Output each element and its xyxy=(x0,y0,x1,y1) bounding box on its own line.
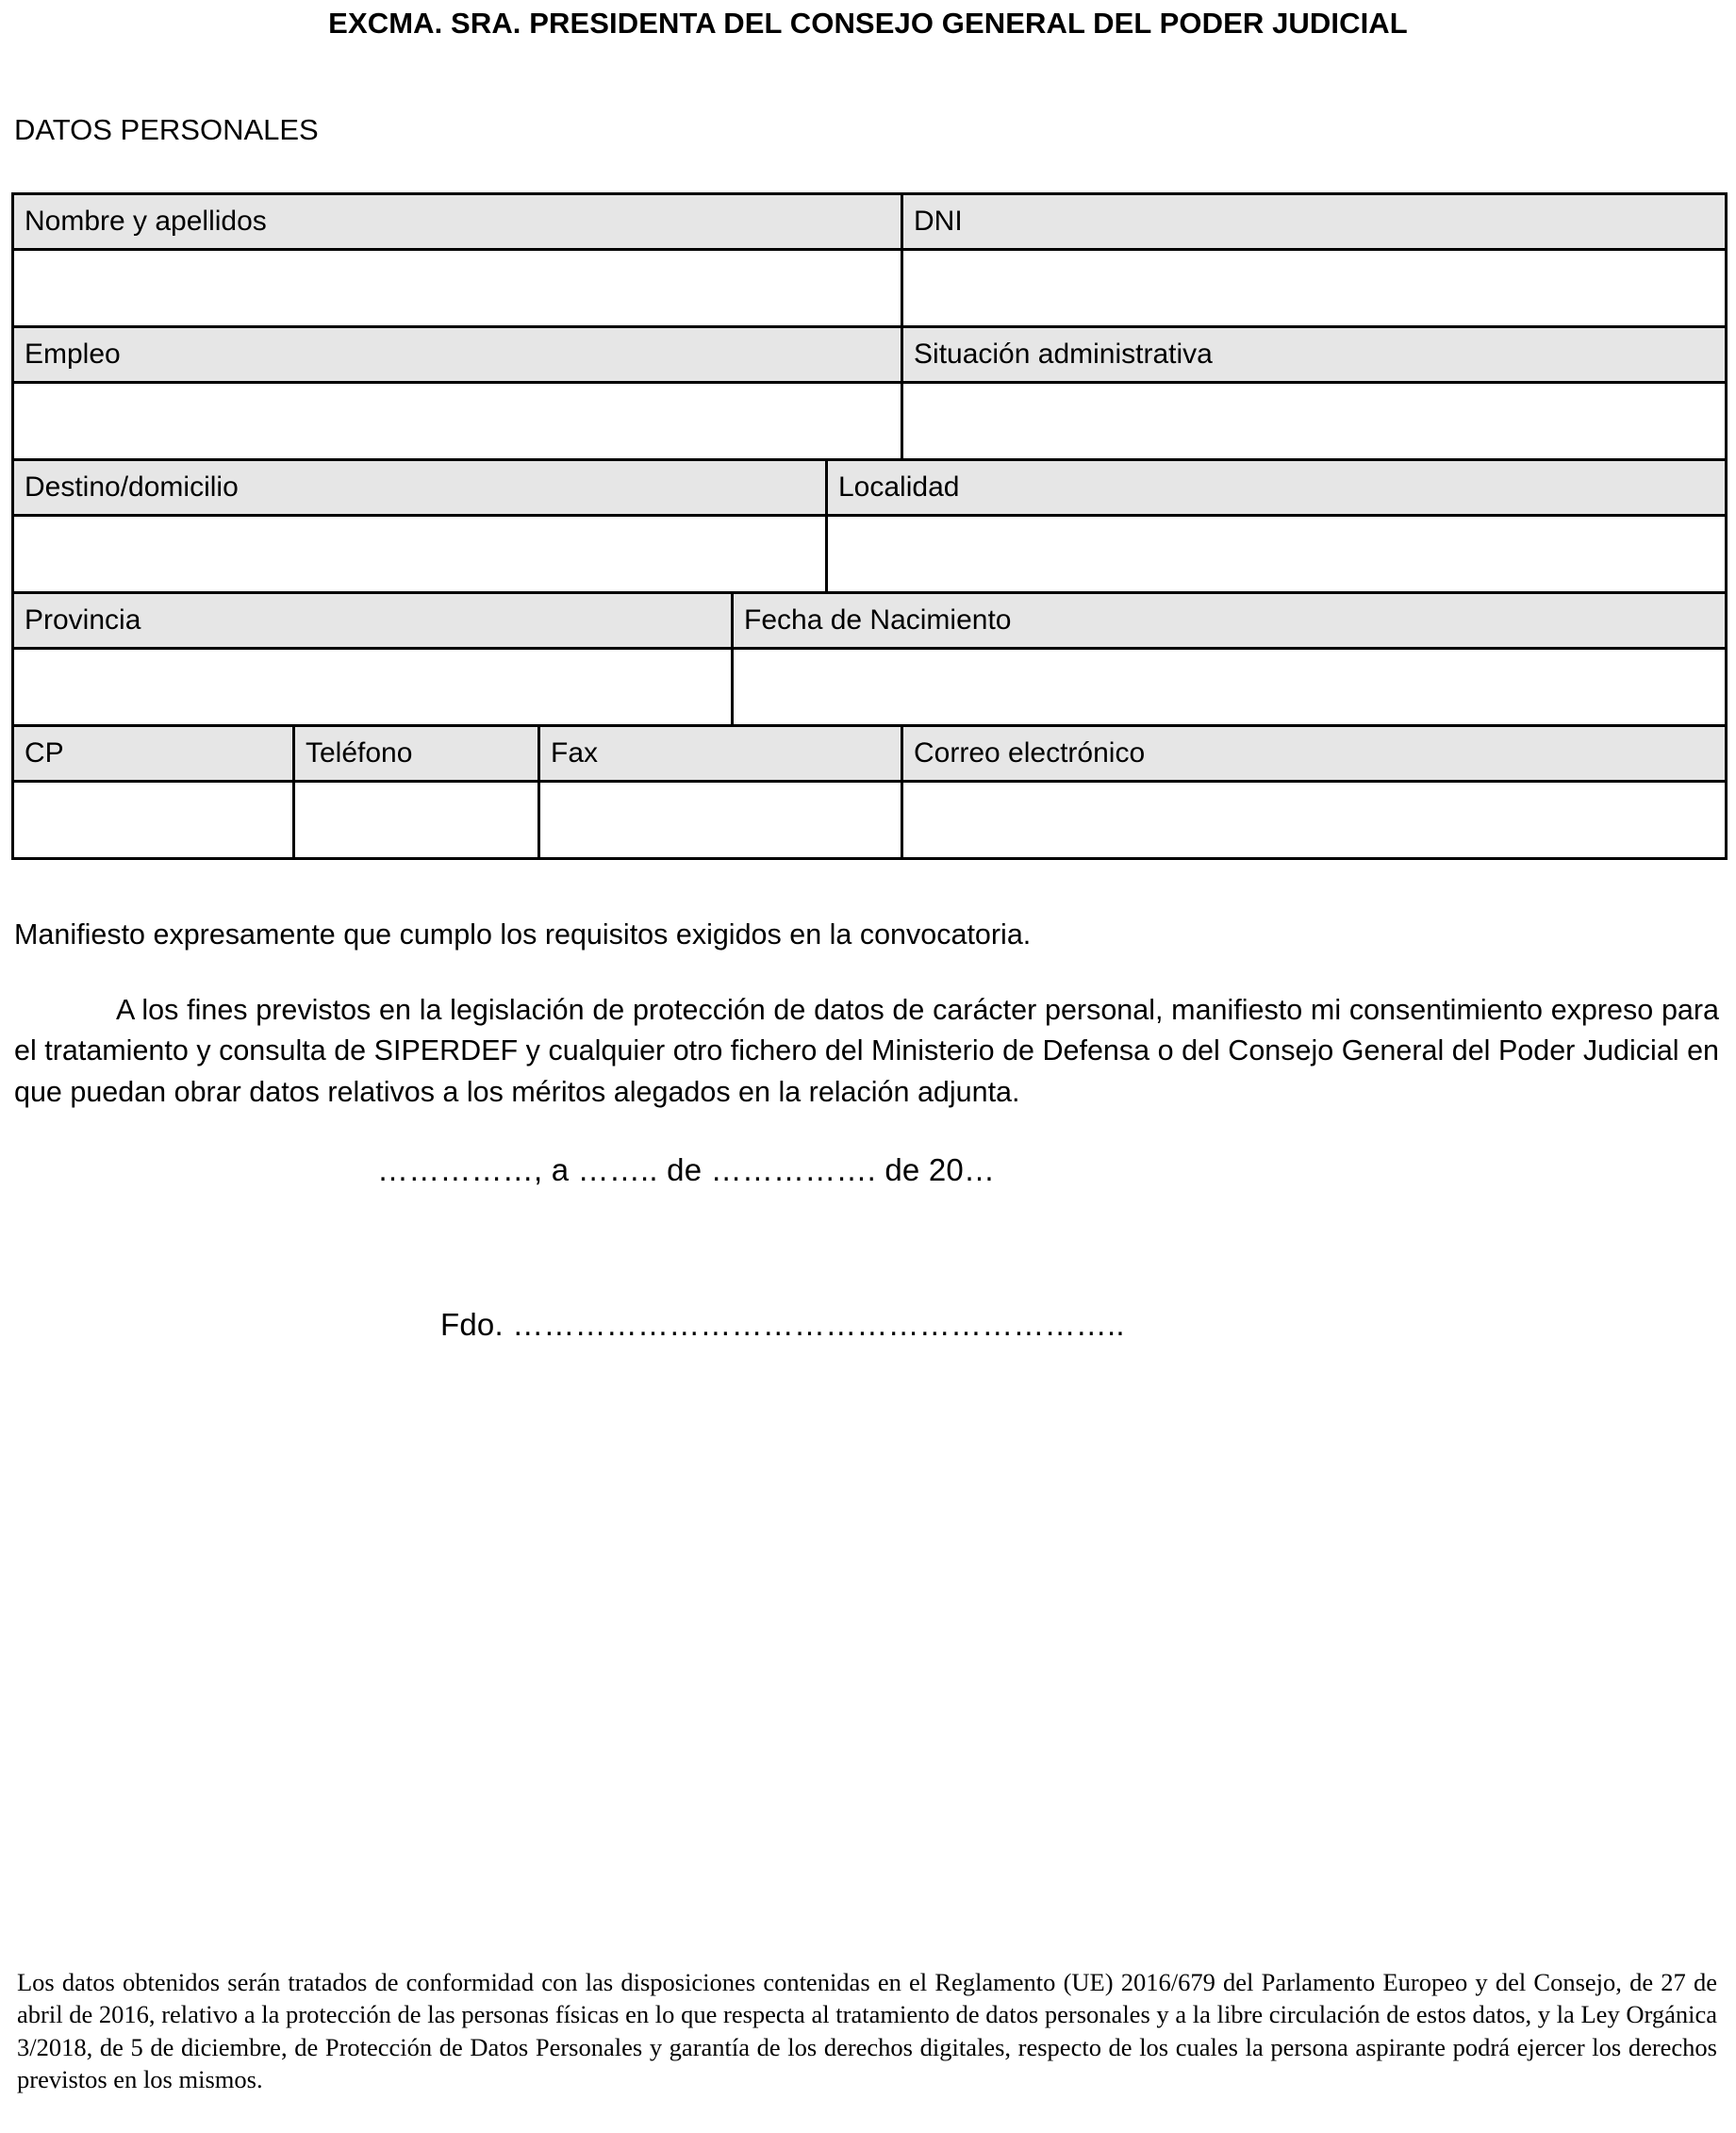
field-empleo[interactable] xyxy=(13,382,902,459)
table-row-nombre-labels xyxy=(13,193,1727,249)
field-dni[interactable] xyxy=(902,249,1727,326)
field-correo-electronico[interactable] xyxy=(902,781,1727,858)
body-text-block xyxy=(11,915,1725,1113)
label-cp: CP xyxy=(13,725,294,781)
label-provincia: Provincia xyxy=(13,592,733,648)
label-nombre-y-apellidos: Nombre y apellidos xyxy=(13,193,902,249)
field-nombre-y-apellidos[interactable] xyxy=(13,249,902,326)
label-dni: DNI xyxy=(902,193,1727,249)
footer-legal-notice: Los datos obtenidos serán tratados de conformidad con las disposiciones contenidas en el Reglamento (UE) 2016/679 del Parlamento Europeo y del Consejo, de 27 de abril de 2016, relativo a la protección de las personas físicas en lo que respecta al tratamiento de datos personales y a la libre circulación de estos datos, y la Ley Orgánica 3/2018, de 5 de diciembre, de Protección de Datos Personales y garantía de los derechos digitales, respecto de los cuales la persona aspirante podrá ejercer los derechos previstos en los mismos. xyxy=(17,1968,1717,2094)
field-localidad[interactable] xyxy=(827,515,1727,592)
label-destino-domicilio: Destino/domicilio xyxy=(13,459,827,515)
label-fecha-de-nacimiento: Fecha de Nacimiento xyxy=(733,592,1727,648)
field-cp[interactable] xyxy=(13,781,294,858)
label-telefono: Teléfono xyxy=(294,725,539,781)
label-localidad: Localidad xyxy=(827,459,1727,515)
field-telefono[interactable] xyxy=(294,781,539,858)
table-row-contacto-inputs xyxy=(13,781,1727,858)
label-situacion-administrativa: Situación administrativa xyxy=(902,326,1727,382)
table-row-provincia-labels xyxy=(13,592,1727,648)
paragraph-spacer xyxy=(14,956,1719,990)
consent-paragraph: A los fines previstos en la legislación de protección de datos de carácter personal, manifiesto mi consentimiento expreso para el tratamiento y consulta de SIPERDEF y cualquier otro fichero del Ministerio de Defensa o del Consejo General del Poder Judicial en que puedan obrar datos relativos a los méritos alegados en la relación adjunta. xyxy=(14,993,1719,1108)
table-row-provincia-inputs xyxy=(13,648,1727,725)
field-destino-domicilio[interactable] xyxy=(13,515,827,592)
field-provincia[interactable] xyxy=(13,648,733,725)
signature-line: Fdo. ………………………………………………….. xyxy=(440,1307,1125,1343)
table-row-contacto-labels xyxy=(13,725,1727,781)
label-empleo: Empleo xyxy=(13,326,902,382)
field-fecha-de-nacimiento[interactable] xyxy=(733,648,1727,725)
field-fax[interactable] xyxy=(539,781,902,858)
table-row-nombre-inputs xyxy=(13,249,1727,326)
statement-paragraph: Manifiesto expresamente que cumplo los requisitos exigidos en la convocatoria. xyxy=(14,918,1032,951)
document-title: EXCMA. SRA. PRESIDENTA DEL CONSEJO GENERAL DEL PODER JUDICIAL xyxy=(328,7,1408,40)
field-situacion-administrativa[interactable] xyxy=(902,382,1727,459)
section-heading-datos-personales: DATOS PERSONALES xyxy=(14,112,319,146)
table-row-destino-labels xyxy=(13,459,1727,515)
personal-data-form-table xyxy=(11,192,1728,860)
date-line: ……………, a …….. de ……………. de 20… xyxy=(377,1152,996,1188)
table-row-destino-inputs xyxy=(13,515,1727,592)
table-row-empleo-inputs xyxy=(13,382,1727,459)
label-fax: Fax xyxy=(539,725,902,781)
table-row-empleo-labels xyxy=(13,326,1727,382)
label-correo-electronico: Correo electrónico xyxy=(902,725,1727,781)
